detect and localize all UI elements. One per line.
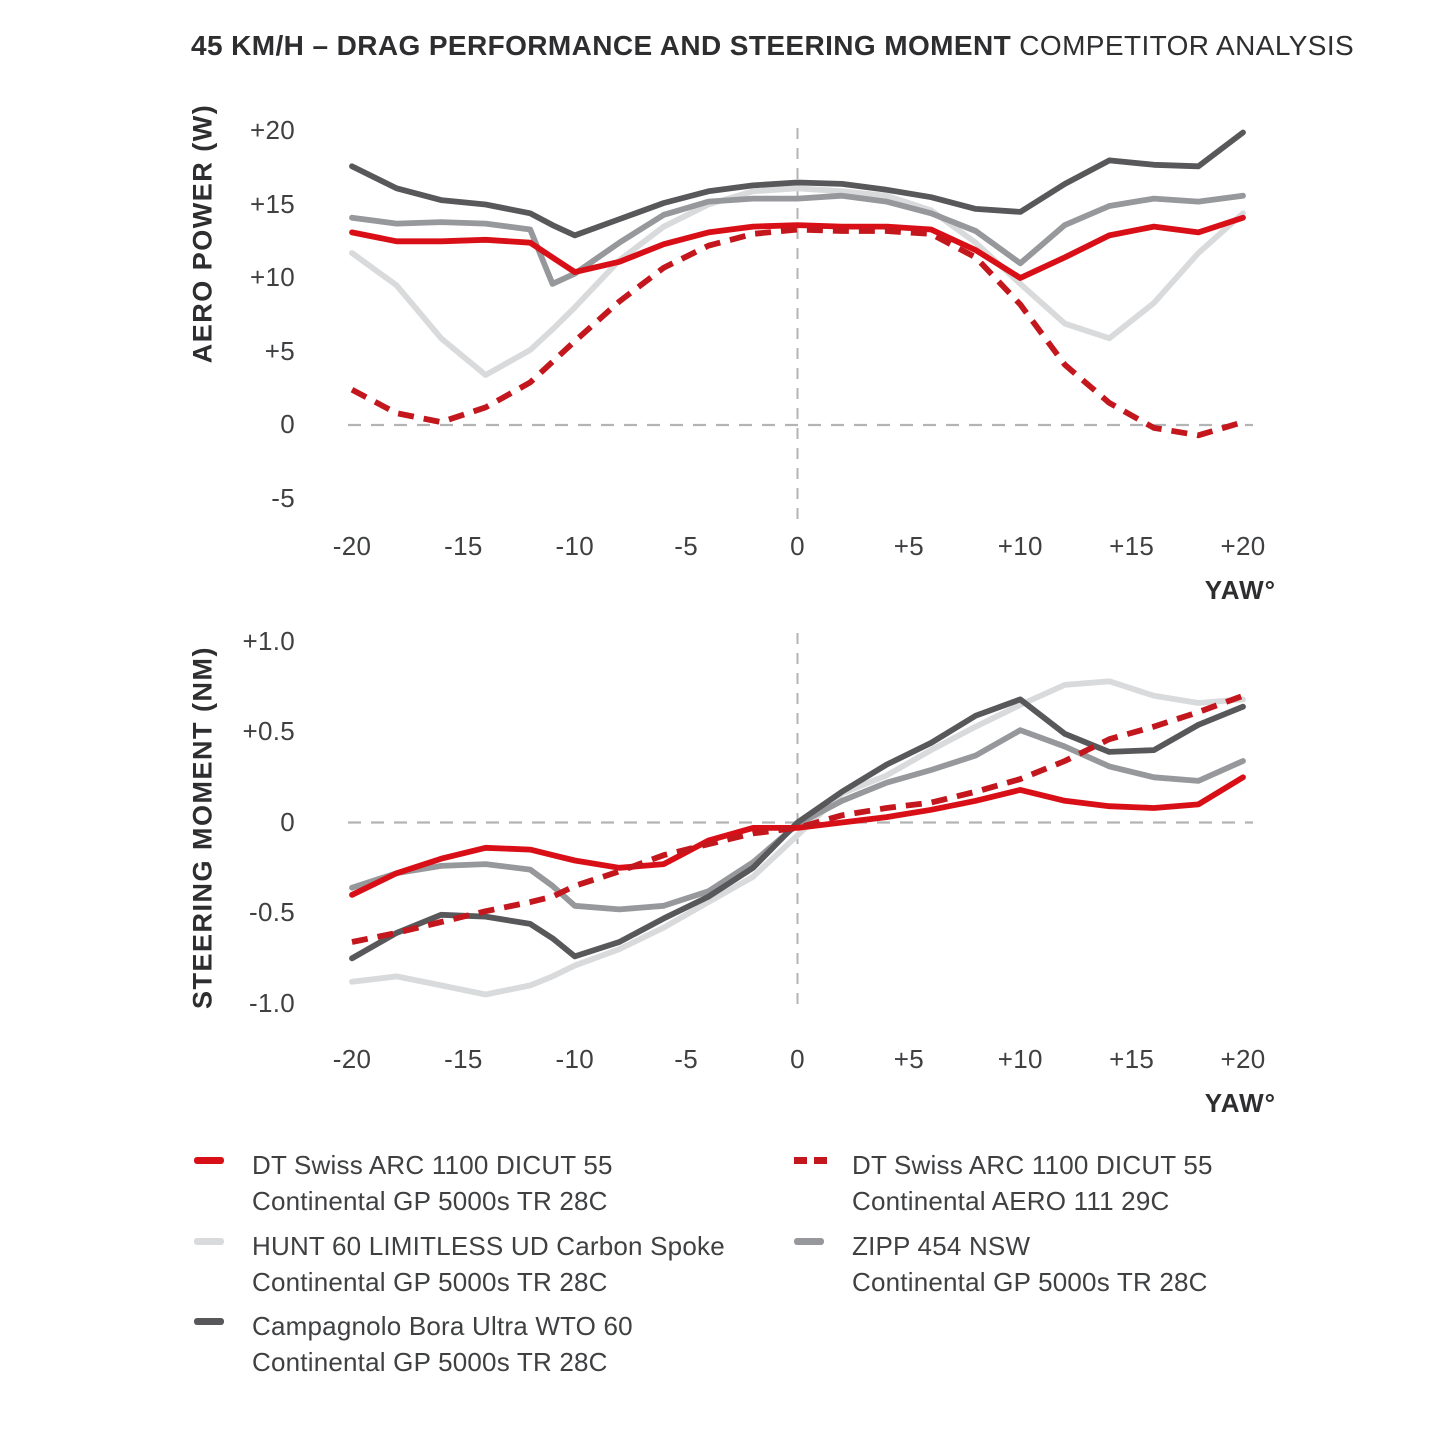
- aero-power-axis-title: AERO POWER (W): [187, 103, 218, 364]
- y-tick-label: +1.0: [242, 625, 295, 656]
- y-tick-label: +10: [249, 262, 295, 292]
- title-main: 45 KM/H – DRAG PERFORMANCE AND STEERING MOMENT: [191, 30, 1012, 61]
- legend-tire-name: Continental AERO 111 29C: [852, 1186, 1170, 1216]
- legend-swatch-light-gray-line: [194, 1238, 224, 1245]
- x-tick-label: +5: [893, 531, 924, 561]
- x-tick-label: +10: [997, 531, 1043, 561]
- legend-tire-name: Continental GP 5000s TR 28C: [252, 1186, 608, 1216]
- y-tick-label: -5: [271, 482, 295, 513]
- y-tick-label: +0.5: [242, 716, 295, 746]
- legend-tire-name: Continental GP 5000s TR 28C: [252, 1347, 608, 1377]
- x-tick-label: -15: [444, 531, 483, 561]
- y-tick-label: +15: [249, 188, 295, 219]
- legend-tire-name: Continental GP 5000s TR 28C: [852, 1267, 1208, 1297]
- x-tick-label: -20: [332, 1044, 372, 1074]
- x-tick-label: +20: [1220, 531, 1266, 561]
- x-tick-label: +5: [893, 1044, 924, 1074]
- legend-wheel-name: DT Swiss ARC 1100 DICUT 55: [852, 1150, 1213, 1180]
- title-suffix: COMPETITOR ANALYSIS: [1019, 30, 1355, 61]
- legend-swatch-dark-gray-line: [194, 1318, 224, 1325]
- x-tick-label: -10: [555, 531, 594, 561]
- legend-item-dt-swiss-aero111: [792, 1147, 1352, 1219]
- y-tick-label: -1.0: [248, 987, 295, 1018]
- y-tick-label: +5: [264, 335, 295, 366]
- x-tick-label: +10: [997, 1044, 1043, 1074]
- yaw-axis-label-top: YAW°: [1204, 575, 1276, 605]
- legend-wheel-name: ZIPP 454 NSW: [852, 1231, 1031, 1261]
- legend-swatch-red-dashed-line: [794, 1157, 828, 1164]
- legend-wheel-name: DT Swiss ARC 1100 DICUT 55: [252, 1150, 613, 1180]
- x-tick-label: -5: [674, 1044, 698, 1074]
- legend-item-zipp-454: [792, 1228, 1352, 1300]
- legend-swatch-medium-gray-line: [794, 1238, 824, 1245]
- series-campagnolo-bora-ultra-wto-60-chart1: [352, 133, 1243, 236]
- x-tick-label: 0: [790, 1044, 805, 1074]
- legend-swatch-red-solid-line: [194, 1157, 224, 1164]
- legend-wheel-name: HUNT 60 LIMITLESS UD Carbon Spoke: [252, 1231, 725, 1261]
- x-tick-label: -15: [444, 1044, 483, 1074]
- x-tick-label: -10: [555, 1044, 594, 1074]
- legend-item-dt-swiss-gp5000: [192, 1147, 752, 1219]
- legend-tire-name: Continental GP 5000s TR 28C: [252, 1267, 608, 1297]
- legend-wheel-name: Campagnolo Bora Ultra WTO 60: [252, 1311, 633, 1341]
- y-tick-label: +20: [249, 115, 295, 145]
- x-tick-label: +15: [1109, 1044, 1155, 1074]
- steering-moment-axis-title: STEERING MOMENT (NM): [187, 646, 218, 1009]
- x-tick-label: +20: [1220, 1044, 1266, 1074]
- y-tick-label: 0: [280, 806, 295, 837]
- y-tick-label: 0: [280, 409, 295, 439]
- x-tick-label: +15: [1109, 531, 1155, 561]
- y-tick-label: -0.5: [248, 897, 295, 927]
- x-tick-label: 0: [790, 531, 805, 561]
- yaw-axis-label-bottom: YAW°: [1204, 1088, 1276, 1118]
- legend-item-hunt-60: [192, 1228, 752, 1300]
- series-hunt-60-limitless-chart2: [352, 681, 1243, 994]
- x-tick-label: -20: [332, 531, 372, 561]
- legend-item-campagnolo-bora: [192, 1308, 752, 1380]
- x-tick-label: -5: [674, 531, 698, 561]
